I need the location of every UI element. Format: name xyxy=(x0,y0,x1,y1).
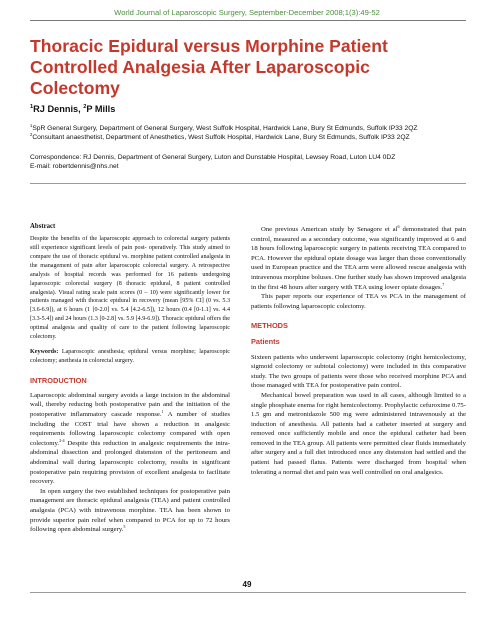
left-column xyxy=(30,222,230,535)
abstract-heading: Abstract xyxy=(30,223,56,230)
right-p1-part-a: One previous American study by Senagore et al xyxy=(261,226,398,233)
footer-divider xyxy=(30,592,466,593)
affiliations xyxy=(30,124,470,142)
intro-p1-part-c: Despite this reduction in analgesic requirements the intra-abdominal dissection and prolonged distension of the peritoneum and abdominal wall during laparoscopic colectomy, results in significant postoperative pain requiring provision of excellent analgesia to facilitate recovery. xyxy=(30,439,230,486)
intro-p1-reference: 1 xyxy=(161,408,164,414)
affiliation-2-text: Consultant anaesthetist, Department of Anesthetics, West Suffolk Hospital, Hardwick Lane, Bury St Edmunds, Suffolk IP33 2QZ xyxy=(32,134,410,141)
right-column xyxy=(251,225,466,477)
patients-paragraph-2: Mechanical bowel preparation was used in all cases, although limited to a single phosphate enema for right hemicolectomy. Prophylactic cefuroxime 0.75-1.5 gm and metronidazole 500 mg were administered intravenously at the induction of anesthesia. All patients had a catheter inserted at surgery and removed once sufficiently mobile and once the epidural catheter had been removed in the TEA group. All patients were permitted clear fluids immediately after surgery and a full diet introduced once any distension had settled and the patient had passed flatus. Patients were discharged from hospital when tolerating a normal diet and pain was well controlled on oral analgesics. xyxy=(251,391,466,476)
right-p1-part-b: demonstrated that pain control, measured as a secondary outcome, was significantly improved at 6 and 18 hours following laparoscopic surgery in patients receiving TEA compared to PCA. However the epidural opiate dosage was larger than those conventionally used in European practice and the TEA arm were allowed rescue analgesia with intravenous morphine boluses. One further study has shown improved analgesia in the first 48 hours after surgery with TEA using lower opiate dosages. xyxy=(251,226,466,291)
introduction-paragraph-1 xyxy=(30,391,230,487)
right-paragraph-2: This paper reports our experience of TEA vs PCA in the management of patients following laparoscopic colectomy. xyxy=(251,293,466,310)
abstract-body: Despite the benefits of the laparoscopic approach to colorectal surgery patients still experience significant levels of pain post- operatively. This study aimed to compare the use of thoracic epidural vs. morphine patient controlled analgesia in the management of pain after laparoscopic colorectal surgery. A retrospective analysis of hospital records was performed for 16 patients undergoing laparoscopic colorectal surgery (8 thoracic epidural, 8 patient controlled analgesia). Visual rating scale pain scores (0 – 10) were significantly lower for patients managed with thoracic epidural in recovery (mean [95% CI] (0 vs. 5.3 [3.6-6.9]), at 6 hours (1 [0-2.0] vs. 5.4 [4.2-6.5]), 12 hours (0.4 [0-1.1] vs. 4.4 [3.3-5.4]) and 24 hours (1.3 [0-2.8] vs. 5.9 [4.9-6.9]). Thoracic epidural offers the optimal analgesia and quality of care to the patient following laparoscopic colectomy. xyxy=(30,236,230,341)
author-2-name: P Mills xyxy=(86,104,116,114)
patients-subheading: Patients xyxy=(251,336,280,346)
introduction-paragraph-2 xyxy=(30,487,230,535)
author-2-superscript: 2 xyxy=(83,103,87,110)
author-1-superscript: 1 xyxy=(30,103,34,110)
intro-p1-reference-2: 2-4 xyxy=(59,437,65,443)
article-title xyxy=(30,36,460,99)
affiliation-1 xyxy=(30,124,470,133)
keywords-text: Laparoscopic anesthesia; epidural versus morphine; laparoscopic colectomy; anethesia in colorectal surgery. xyxy=(30,348,230,364)
affiliation-2-superscript: 2 xyxy=(30,131,33,137)
page-number: 49 xyxy=(242,580,252,589)
correspondence-email: E-mail: robertdennis@nhs.net xyxy=(30,163,119,170)
title-line-3: Colectomy xyxy=(30,78,120,98)
header-divider xyxy=(30,20,466,21)
affiliation-2 xyxy=(30,133,470,142)
right-p1-reference-2: 7 xyxy=(442,281,445,287)
right-paragraph-1 xyxy=(251,225,466,292)
intro-p2-reference: 5 xyxy=(123,523,126,529)
author-list xyxy=(30,104,115,114)
keywords-label: Keywords: xyxy=(30,348,59,355)
affiliation-1-text: SpR General Surgery, Department of General Surgery, West Suffolk Hospital, Hardwick Lane, Bury St Edmunds, Suffolk IP33 2QZ xyxy=(32,125,418,132)
intro-p1-part-a: Laparoscopic abdominal surgery avoids a large incision in the abdominal wall, thereby reducing both postoperative pain and the initiation of the postoperative inflammatory cascade response. xyxy=(30,391,230,419)
patients-paragraph-1: Sixteen patients who underwent laparoscopic colectomy (right hemicolectomy, sigmoid colectomy or subtotal colectomy) were included in this comparative study. The two groups of patients were those who received morphine PCA and those managed with TEA for postoperative pain control. xyxy=(251,353,466,390)
introduction-heading: INTRODUCTION xyxy=(30,375,87,385)
correspondence-block xyxy=(30,153,470,171)
section-divider xyxy=(30,183,466,184)
title-line-1: Thoracic Epidural versus Morphine Patient xyxy=(30,36,388,56)
intro-p2-text: In open surgery the two established techniques for postoperative pain management are thoracic epidural analgesia (TEA) and patient controlled analgesia (PCA) with intravenous morphine. TEA has been shown to provide superior pain relief when compared to PCA for up to 72 hours following open abdominal surgery. xyxy=(30,487,230,534)
affiliation-1-superscript: 1 xyxy=(30,122,33,128)
intro-p1-part-b: A number of studies including the COST trial have shown a reduction in analgesic requirements following laparoscopic colectomy compared with open colectomy. xyxy=(30,411,230,447)
right-p1-reference: 6 xyxy=(397,223,400,229)
correspondence-address: Correspondence: RJ Dennis, Department of General Surgery, Luton and Dunstable Hospital, Lewsey Road, Luton LU4 0DZ xyxy=(30,154,396,161)
journal-header: World Journal of Laparoscopic Surgery, September-December 2008;1(3):49-52 xyxy=(114,8,380,17)
title-line-2: Controlled Analgesia After Laparoscopic xyxy=(30,57,370,77)
keywords xyxy=(30,348,230,366)
methods-heading: METHODS xyxy=(251,321,288,331)
author-1-name: RJ Dennis, xyxy=(33,104,84,114)
